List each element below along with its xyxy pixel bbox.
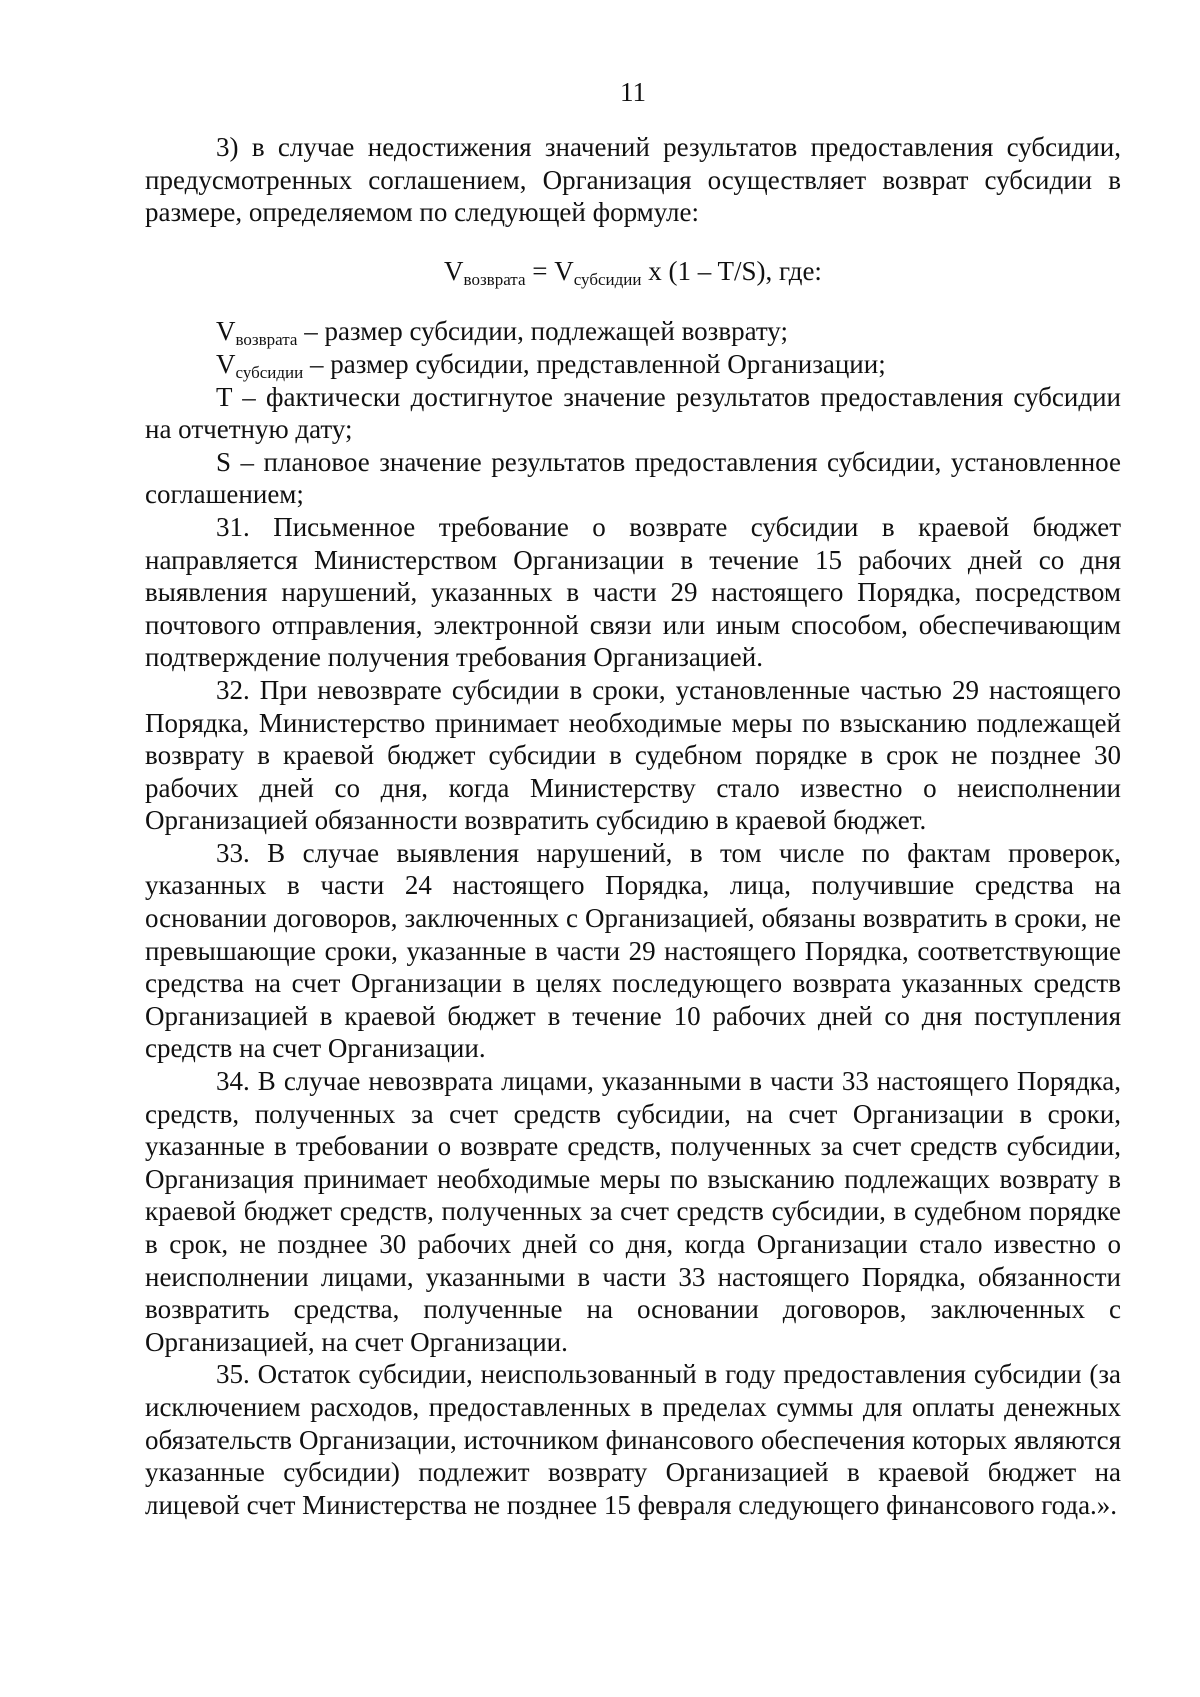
document-body — [145, 131, 1121, 1521]
formula-v-subsidy-subscript: субсидии — [573, 269, 642, 289]
definition-v-return — [145, 315, 1121, 348]
paragraph-33: 33. В случае выявления нарушений, в том числе по фактам проверок, указанных в части 24 настоящего Порядка, лица, получившие средства на основании договоров, заключенных с Организацией, обязаны возвратить в сроки, не превышающие сроки, указанные в части 29 настоящего Порядка, соответствующие средства на счет Организации в целях последующего возврата указанных средств Организацией в краевой бюджет в течение 10 рабочих дней со дня поступления средств на счет Организации. — [145, 837, 1121, 1064]
definition-symbol: V — [216, 316, 236, 347]
definition-t: T – фактически достигнутое значение результатов предоставления субсидии на отчетную дату; — [145, 381, 1121, 445]
definition-subscript: возврата — [235, 330, 298, 350]
definition-text: – размер субсидии, подлежащей возврату; — [297, 316, 788, 347]
definition-v-subsidy — [145, 348, 1121, 381]
definition-text: – размер субсидии, представленной Организации; — [303, 348, 886, 379]
page-number: 11 — [620, 77, 646, 107]
paragraph-item-3: 3) в случае недостижения значений результатов предоставления субсидии, предусмотренных соглашением, Организация осуществляет возврат субсидии в размере, определяемом по следующей формуле: — [145, 132, 1121, 228]
paragraph-31: 31. Письменное требование о возврате субсидии в краевой бюджет направляется Министерством Организации в течение 15 рабочих дней со дня выявления нарушений, указанных в части 29 настоящего Порядка, посредством почтового отправления, электронной связи или иным способом, обеспечивающим подтверждение получения требования Организацией. — [145, 511, 1121, 673]
formula-v-symbol: V — [444, 255, 464, 286]
definition-symbol: V — [216, 348, 236, 379]
formula-rest: x (1 – T/S), где: — [641, 255, 822, 286]
return-formula — [145, 255, 1121, 288]
paragraph-32: 32. При невозврате субсидии в сроки, установленные частью 29 настоящего Порядка, Министерство принимает необходимые меры по взысканию подлежащей возврату в краевой бюджет субсидии в судебном порядке в срок не позднее 30 рабочих дней со дня, когда Министерству стало известно о неисполнении Организацией обязанности возвратить субсидию в краевой бюджет. — [145, 674, 1121, 836]
formula-v-return-subscript: возврата — [463, 269, 526, 289]
definition-s: S – плановое значение результатов предоставления субсидии, установленное соглашением; — [145, 446, 1121, 510]
paragraph-35: 35. Остаток субсидии, неиспользованный в году предоставления субсидии (за исключением расходов, предоставленных в пределах суммы для оплаты денежных обязательств Организации, источником финансового обеспечения которых являются указанные субсидии) подлежит возврату Организацией в краевой бюджет на лицевой счет Министерства не позднее 15 февраля следующего финансового года.». — [145, 1359, 1121, 1520]
formula-equals: = V — [525, 255, 574, 286]
definition-subscript: субсидии — [235, 362, 304, 382]
paragraph-34: 34. В случае невозврата лицами, указанными в части 33 настоящего Порядка, средств, полученных за счет средств субсидии, на счет Организации в сроки, указанные в требовании о возврате средств, полученных за счет средств субсидии, Организация принимает необходимые меры по взысканию подлежащих возврату в краевой бюджет средств, полученных за счет средств субсидии, в судебном порядке в срок, не позднее 30 рабочих дней со дня, когда Организации стало известно о неисполнении лицами, указанными в части 33 настоящего Порядка, обязанности возвратить средства, полученные на основании договоров, заключенных с Организацией, на счет Организации. — [145, 1066, 1121, 1357]
